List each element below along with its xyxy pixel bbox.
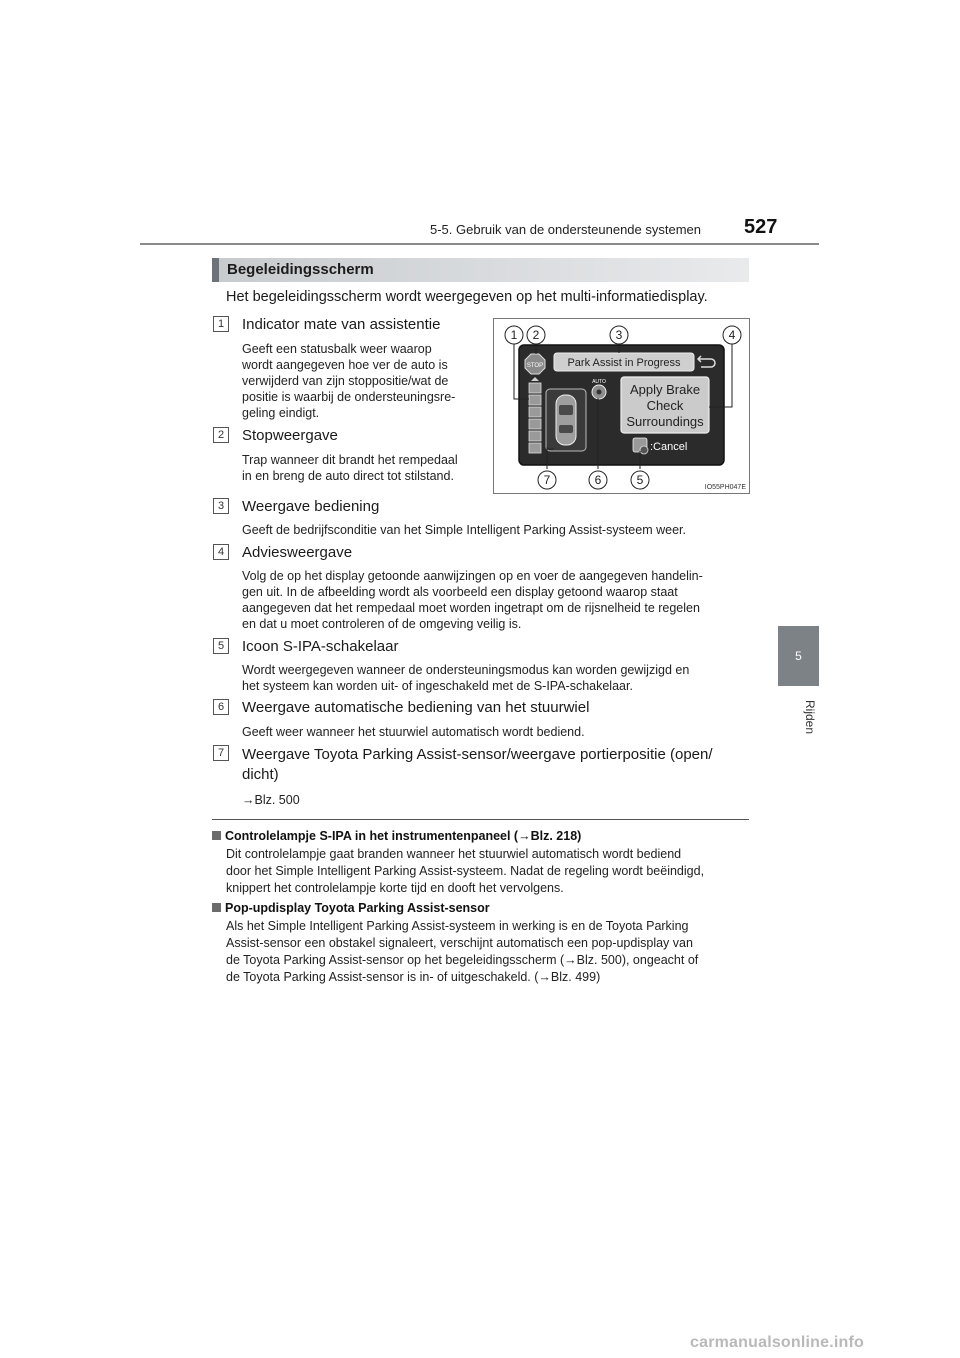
item-description: Geeft een statusbalk weer waarop wordt aangegeven hoe ver de auto is verwijderd van zijn stoppositie/wat de positie is waarbij de ondersteuningsre- geling eindigt. bbox=[242, 342, 456, 420]
stop-label: STOP bbox=[526, 363, 544, 369]
callout-number: 5 bbox=[636, 473, 644, 487]
item-title: Icoon S-IPA-schakelaar bbox=[242, 638, 399, 655]
callout-number: 3 bbox=[615, 328, 623, 342]
callout-number: 4 bbox=[728, 328, 736, 342]
header-rule bbox=[140, 243, 819, 245]
note-heading: Pop-updisplay Toyota Parking Assist-sensor bbox=[212, 901, 749, 915]
running-header-section: 5-5. Gebruik van de ondersteunende systemen bbox=[430, 222, 702, 237]
note-body: Als het Simple Intelligent Parking Assist-systeem in werking is en de Toyota Parking Assist-sensor een obstakel signaleert, verschijnt automatisch een pop-updisplay van de Toyota Parking Assist-sensor op het begeleidingsscherm (→Blz. 500), ongeacht of de Toyota Parking Assist-sensor is in- of uitgeschakeld. (→Blz. 499) bbox=[226, 919, 699, 984]
item-number: 6 bbox=[213, 699, 229, 715]
bullet-square-icon bbox=[212, 831, 221, 840]
item-number: 5 bbox=[213, 638, 229, 654]
item-description: Volg de op het display getoonde aanwijzingen op en voer de aangegeven handelin- gen uit. In de afbeelding wordt als voorbeeld een display getoond waarop staat aangegeven dat het rempedaal moet worden ingetrapt om de rijsnelheid te regelen en dat u moet controleren of de omgeving veilig is. bbox=[242, 569, 703, 631]
note-heading: Controlelampje S-IPA in het instrumentenpaneel (→Blz. 218) bbox=[212, 829, 749, 843]
item-number: 1 bbox=[213, 316, 229, 332]
callout-number: 6 bbox=[594, 473, 602, 487]
section-divider bbox=[212, 819, 749, 820]
item-number: 2 bbox=[213, 427, 229, 443]
item-number: 7 bbox=[213, 745, 229, 761]
chapter-tab: 5 bbox=[778, 626, 819, 686]
cross-reference-link[interactable]: →Blz. 500 bbox=[242, 793, 300, 807]
cancel-label: :Cancel bbox=[650, 441, 688, 453]
watermark: carmanualsonline.info bbox=[690, 1334, 865, 1351]
auto-label: AUTO bbox=[592, 379, 606, 385]
page-number: 527 bbox=[744, 216, 778, 238]
callout-number: 1 bbox=[510, 328, 518, 342]
screen-title: Park Assist in Progress bbox=[567, 357, 681, 369]
item-description: Wordt weergegeven wanneer de ondersteuningsmodus kan worden gewijzigd en het systeem kan worden uit- of ingeschakeld met de S-IPA-schakelaar. bbox=[242, 663, 690, 693]
item-title: Indicator mate van assistentie bbox=[242, 316, 441, 333]
item-number: 4 bbox=[213, 544, 229, 560]
section-title: Begeleidingsscherm bbox=[212, 258, 749, 282]
callout-number: 7 bbox=[543, 473, 551, 487]
item-description: Geeft weer wanneer het stuurwiel automatisch wordt bediend. bbox=[242, 725, 585, 739]
item-title: Weergave bediening bbox=[242, 498, 380, 515]
item-number: 3 bbox=[213, 498, 229, 514]
item-description: Trap wanneer dit brandt het rempedaal in en breng de auto direct tot stilstand. bbox=[242, 453, 458, 483]
item-title: Adviesweergave bbox=[242, 544, 353, 561]
item-title: Weergave Toyota Parking Assist-sensor/weergave portierpositie (open/ dicht) bbox=[242, 746, 713, 783]
advice-line: Surroundings bbox=[626, 414, 704, 429]
item-description: Geeft de bedrijfsconditie van het Simple Intelligent Parking Assist-systeem weer. bbox=[242, 523, 686, 537]
advice-line: Check bbox=[646, 398, 684, 413]
guidance-screen-figure bbox=[493, 318, 750, 494]
item-title: Weergave automatische bediening van het stuurwiel bbox=[242, 699, 590, 716]
callout-number: 2 bbox=[532, 328, 540, 342]
figure-code: IO55PH047E bbox=[704, 484, 746, 491]
advice-line: Apply Brake bbox=[629, 382, 701, 397]
item-title: Stopweergave bbox=[242, 427, 338, 444]
guidance-screen-illustration bbox=[494, 319, 749, 493]
intro-text: Het begeleidingsscherm wordt weergegeven op het multi-informatiedisplay. bbox=[226, 289, 708, 305]
bullet-square-icon bbox=[212, 903, 221, 912]
car-top-view-icon bbox=[546, 389, 586, 451]
note-body: Dit controlelampje gaat branden wanneer het stuurwiel automatisch wordt bediend door het Simple Intelligent Parking Assist-systeem. Nadat de regeling wordt beëindigd, knippert het controlelampje korte tijd en dooft het vervolgens. bbox=[226, 847, 705, 895]
chapter-tab-label: Rijden bbox=[803, 700, 817, 735]
